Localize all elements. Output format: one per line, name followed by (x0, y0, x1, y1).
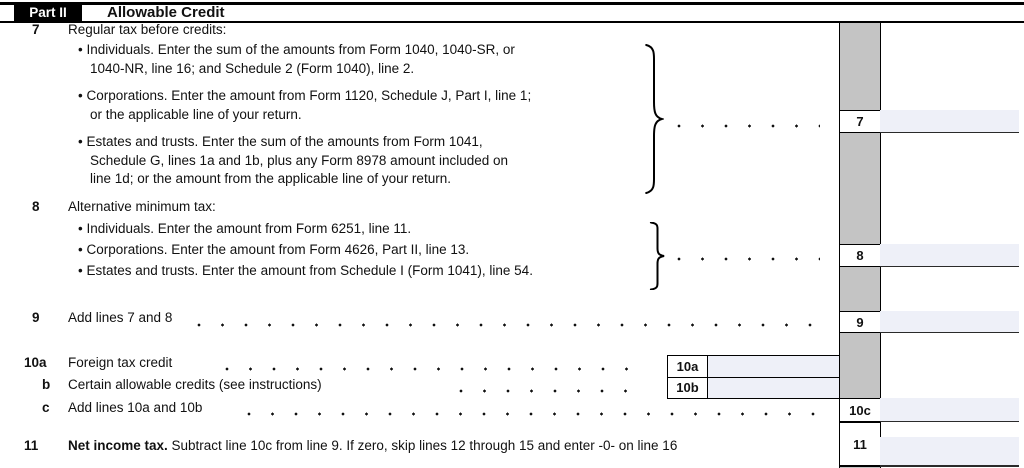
text-line: Schedule G, lines 1a and 1b, plus any Form 8978 amount included on (90, 152, 509, 168)
line8-bullet-corporations (78, 241, 469, 260)
text-line: or the applicable line of your return. (90, 106, 302, 122)
line9-number: 9 (32, 310, 40, 325)
line7-label: Regular tax before credits: (68, 22, 227, 37)
line7-bullet-estates (78, 133, 508, 189)
line10c-amount-field[interactable] (880, 398, 1019, 422)
text-line: • Estates and trusts. Enter the sum of the amounts from Form 1041, (78, 134, 483, 149)
line8-bullet-individuals (78, 220, 411, 239)
line10c-number: c (42, 400, 50, 415)
part-ii-badge: Part II (14, 3, 82, 21)
line7-curly-brace-icon (644, 44, 664, 194)
line7-bullet-individuals (78, 41, 515, 78)
text-line: • Individuals. Enter the amount from Form 6251, line 11. (78, 221, 412, 236)
line8-amount-field[interactable] (880, 244, 1019, 267)
line8-number-box: 8 (839, 244, 881, 267)
text-line: • Estates and trusts. Enter the amount from Schedule I (Form 1041), line 54. (78, 263, 533, 278)
line11-amount-field[interactable] (880, 437, 1019, 467)
line9-dot-leader (196, 321, 826, 329)
line11-label-bold: Net income tax. (68, 438, 168, 453)
line10b-label: Certain allowable credits (see instructions) (68, 377, 322, 392)
line10a-number-box: 10a (668, 356, 708, 377)
line10b-number-box: 10b (668, 378, 708, 399)
line8-bullet-estates (78, 262, 533, 281)
line8-number: 8 (32, 199, 40, 214)
line8-dot-leader (676, 255, 820, 263)
line9-amount-field[interactable] (880, 311, 1019, 333)
line10c-number-box: 10c (839, 398, 881, 422)
section-title: Allowable Credit (107, 4, 225, 21)
line10c-label: Add lines 10a and 10b (68, 400, 203, 415)
line10a-row (668, 356, 839, 378)
line11-label (68, 437, 677, 456)
line7-number: 7 (32, 22, 40, 37)
line10a-number: 10a (24, 355, 47, 370)
line10a-label: Foreign tax credit (68, 355, 173, 370)
line8-label: Alternative minimum tax: (68, 199, 216, 214)
text-line: • Individuals. Enter the sum of the amounts from Form 1040, 1040-SR, or (78, 42, 515, 57)
line7-number-box: 7 (839, 110, 881, 133)
line7-dot-leader (676, 122, 820, 130)
line9-number-box: 9 (839, 311, 881, 333)
line10a-dot-leader (224, 365, 644, 373)
line11-number: 11 (24, 438, 39, 453)
line11-label-rest: Subtract line 10c from line 9. If zero, skip lines 12 through 15 and enter -0- on line 16 (167, 438, 678, 453)
line10ab-box-group (667, 355, 839, 399)
line10b-dot-leader (458, 387, 644, 395)
line10c-dot-leader (246, 410, 826, 418)
text-line: • Corporations. Enter the amount from Form 4626, Part II, line 13. (78, 242, 470, 257)
line10b-row (668, 378, 839, 399)
line7-bullet-corporations (78, 87, 531, 124)
text-line: 1040-NR, line 16; and Schedule 2 (Form 1040), line 2. (90, 60, 415, 76)
text-line: line 1d; or the amount from the applicable line of your return. (90, 171, 451, 187)
line10b-number: b (42, 377, 51, 392)
line7-amount-field[interactable] (880, 110, 1019, 133)
line9-label: Add lines 7 and 8 (68, 310, 173, 325)
line11-number-box: 11 (839, 422, 881, 467)
text-line: • Corporations. Enter the amount from Form 1120, Schedule J, Part I, line 1; (78, 88, 532, 103)
line10a-amount-field[interactable] (708, 356, 839, 377)
line10b-amount-field[interactable] (708, 378, 839, 399)
line8-curly-brace-icon (649, 222, 666, 290)
